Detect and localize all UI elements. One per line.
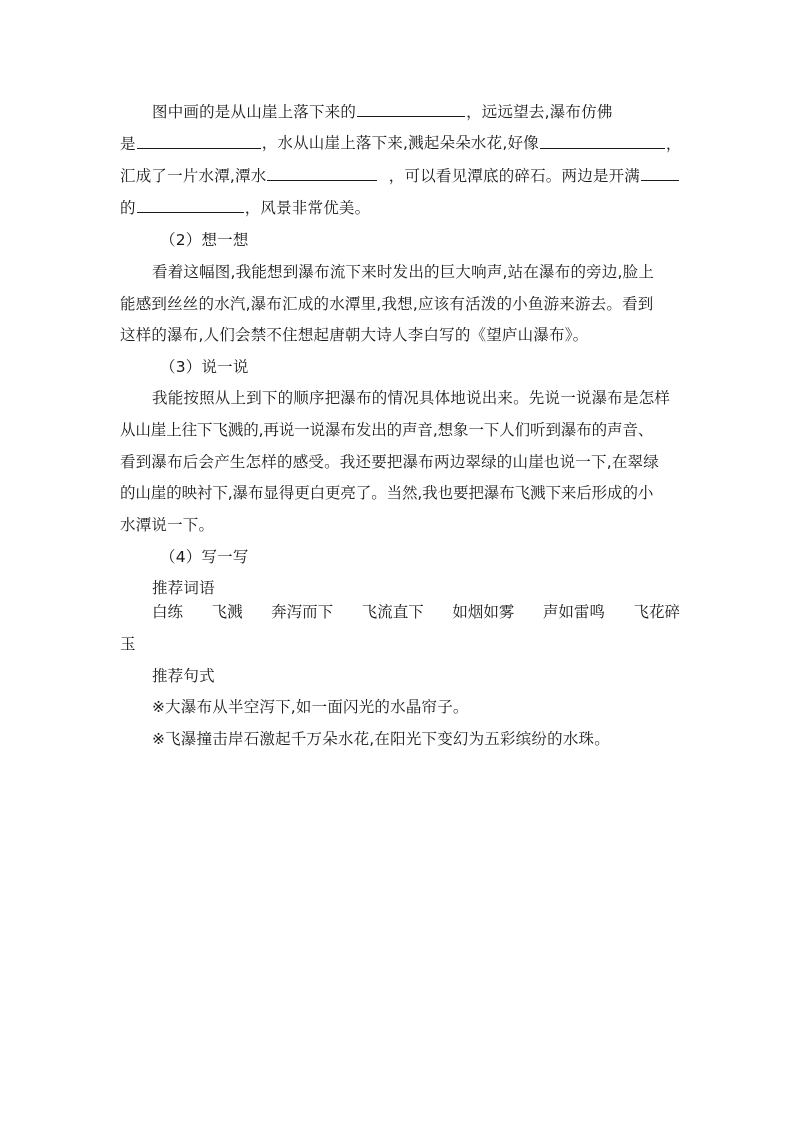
paragraph-line: [152, 260, 680, 284]
fill-in-line-3: [120, 163, 680, 187]
paragraph-line: 我能按照从上到下的顺序把瀑布的情况具体地说出来。先说一说瀑布是怎样: [152, 389, 671, 407]
recommended-words-title: 推荐词语: [152, 579, 215, 597]
text-segment: 图中画的是从山崖上落下来的: [152, 103, 357, 121]
text-segment: ，风景非常优美。: [244, 199, 371, 217]
sentence-item: ※大瀑布从半空泻下,如一面闪光的水晶帘子。: [152, 698, 469, 716]
text-segment: 是: [120, 135, 136, 153]
paragraph-line: 的山崖的映衬下,瀑布显得更白更亮了。当然,我也要把瀑布飞溅下来后形成的小: [120, 484, 654, 502]
text-segment: 汇成了一片水潭,潭水: [120, 167, 267, 185]
word-item: 如烟如雾: [452, 603, 515, 621]
answer-blank[interactable]: [137, 131, 261, 149]
answer-blank[interactable]: [267, 163, 377, 181]
answer-blank[interactable]: [357, 99, 465, 117]
recommended-words-list: [152, 600, 680, 624]
fill-in-line-1: [152, 99, 680, 123]
text-segment: ，: [665, 135, 682, 153]
fill-in-line-2: [120, 131, 680, 155]
section-heading-think: （2）想一想: [160, 231, 249, 249]
text-segment: ，水从山崖上落下来,溅起朵朵水花,好像: [261, 134, 539, 152]
paragraph-line: 水潭说一下。: [120, 516, 215, 534]
answer-blank[interactable]: [540, 131, 665, 149]
word-item: 白练: [152, 603, 184, 621]
word-item: 飞流直下: [361, 603, 424, 621]
paragraph-line: 从山崖上往下飞溅的,再说一说瀑布发出的声音,想象一下人们听到瀑布的声音、: [120, 421, 654, 439]
text-segment: ，可以看见潭底的碎石。两边是开满: [388, 167, 640, 185]
word-item: 飞溅: [211, 603, 243, 621]
word-item-wrap: 玉: [120, 635, 136, 653]
word-item: 声如雷鸣: [542, 603, 605, 621]
answer-blank[interactable]: [641, 163, 679, 181]
paragraph-line: 能感到丝丝的水汽,瀑布汇成的水潭里,我想,应该有活泼的小鱼游来游去。看到: [120, 295, 654, 313]
sentence-item: ※飞瀑撞击岸石激起千万朵水花,在阳光下变幻为五彩缤纷的水珠。: [152, 730, 610, 748]
recommended-sentences-title: 推荐句式: [152, 667, 215, 685]
word-item: 奔泻而下: [271, 603, 334, 621]
paragraph-line: 这样的瀑布,人们会禁不住想起唐朝大诗人李白写的《望庐山瀑布》。: [120, 326, 589, 344]
text-segment: 的: [120, 199, 136, 217]
section-heading-say: （3）说一说: [160, 358, 249, 376]
word-item: 飞花碎: [633, 603, 680, 621]
text-segment: ，远远望去,瀑布仿佛: [466, 103, 613, 121]
fill-in-line-4: [120, 195, 680, 219]
section-heading-write: （4）写一写: [160, 548, 249, 566]
paragraph-text: 看着这幅图,我能想到瀑布流下来时发出的巨大响声,站在瀑布的旁边,脸上: [152, 263, 655, 281]
paragraph-line: 看到瀑布后会产生怎样的感受。我还要把瀑布两边翠绿的山崖也说一下,在翠绿: [120, 453, 659, 471]
answer-blank[interactable]: [137, 195, 244, 213]
